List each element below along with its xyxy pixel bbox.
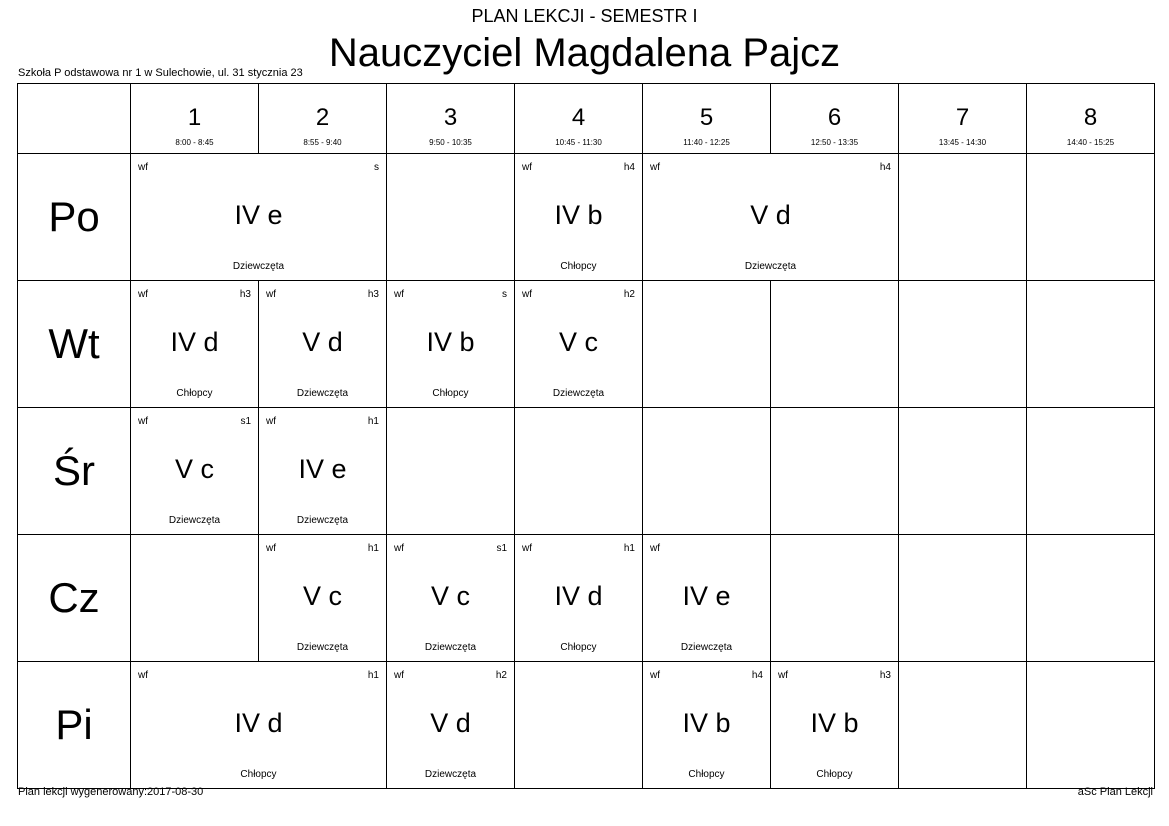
day-row (18, 408, 1155, 535)
lesson-group: Chłopcy (432, 388, 469, 399)
lesson-group: Dziewczęta (424, 769, 477, 780)
period-time: 10:45 - 11:30 (555, 138, 602, 147)
lesson-cell (643, 662, 771, 789)
lesson-room: h4 (751, 670, 763, 681)
period-header (1027, 84, 1155, 154)
lesson-subject: wf (394, 543, 404, 554)
period-header (899, 84, 1027, 154)
period-time: 8:55 - 9:40 (303, 138, 342, 147)
period-number: 4 (571, 104, 586, 131)
day-cell (18, 154, 131, 281)
lesson-cell (131, 154, 387, 281)
day-cell (18, 408, 131, 535)
lesson-room: h3 (879, 670, 891, 681)
lesson-subject: wf (522, 162, 532, 173)
timetable-grid (17, 83, 1155, 789)
lesson-class: V c (302, 581, 342, 611)
lesson-room: h2 (495, 670, 507, 681)
software-brand: aSc Plan Lekcji (1077, 786, 1153, 798)
lesson-room: s1 (496, 543, 507, 554)
lesson-subject: wf (138, 416, 148, 427)
lesson-room: h4 (879, 162, 891, 173)
period-number: 7 (955, 104, 970, 131)
lesson-cell (131, 662, 387, 789)
lesson-cell (387, 535, 515, 662)
empty-cell (643, 408, 771, 535)
lesson-group: Chłopcy (176, 388, 213, 399)
lesson-room: h3 (239, 289, 251, 300)
lesson-class: IV b (554, 200, 603, 230)
lesson-group: Dziewczęta (552, 388, 605, 399)
day-row (18, 535, 1155, 662)
period-number: 2 (315, 104, 330, 131)
lesson-class: IV b (810, 708, 859, 738)
empty-cell (899, 281, 1027, 408)
lesson-subject: wf (650, 162, 660, 173)
day-label: Śr (53, 447, 95, 494)
lesson-class: V c (174, 454, 214, 484)
generated-date: Plan lekcji wygenerowany:2017-08-30 (18, 786, 204, 798)
empty-cell (771, 408, 899, 535)
lesson-group: Dziewczęta (744, 261, 797, 272)
lesson-cell (259, 281, 387, 408)
lesson-group: Chłopcy (560, 642, 597, 653)
period-time: 12:50 - 13:35 (810, 138, 859, 147)
lesson-group: Chłopcy (560, 261, 597, 272)
lesson-subject: wf (138, 670, 148, 681)
empty-cell (387, 408, 515, 535)
period-number: 3 (443, 104, 458, 131)
lesson-group: Dziewczęta (296, 642, 349, 653)
lesson-subject: wf (650, 670, 660, 681)
empty-cell (387, 154, 515, 281)
period-header (771, 84, 899, 154)
period-time: 9:50 - 10:35 (429, 138, 472, 147)
lesson-room: h1 (367, 543, 379, 554)
empty-cell (899, 535, 1027, 662)
lesson-cell (259, 408, 387, 535)
lesson-class: IV d (170, 327, 219, 357)
period-header (259, 84, 387, 154)
lesson-room: h3 (367, 289, 379, 300)
lesson-subject: wf (522, 543, 532, 554)
lesson-subject: wf (394, 289, 404, 300)
teacher-title: Nauczyciel Magdalena Pajcz (328, 31, 841, 75)
lesson-group: Chłopcy (240, 769, 277, 780)
lesson-class: V c (558, 327, 598, 357)
lesson-group: Dziewczęta (168, 515, 221, 526)
period-time: 8:00 - 8:45 (175, 138, 214, 147)
day-label: Wt (48, 320, 100, 367)
day-row (18, 281, 1155, 408)
lesson-class: IV d (554, 581, 603, 611)
empty-cell (1027, 154, 1155, 281)
lesson-subject: wf (778, 670, 788, 681)
day-label: Pi (55, 701, 93, 748)
lesson-subject: wf (522, 289, 532, 300)
day-row (18, 662, 1155, 789)
lesson-group: Dziewczęta (424, 642, 477, 653)
lesson-cell (515, 154, 643, 281)
day-cell (18, 281, 131, 408)
period-header-row (18, 84, 1155, 154)
empty-cell (643, 281, 771, 408)
period-number: 8 (1083, 104, 1098, 131)
empty-cell (1027, 662, 1155, 789)
lesson-class: IV b (426, 327, 475, 357)
empty-cell (899, 154, 1027, 281)
empty-cell (771, 281, 899, 408)
lesson-class: IV e (682, 581, 731, 611)
period-time: 11:40 - 12:25 (683, 138, 730, 147)
empty-cell (1027, 281, 1155, 408)
lesson-class: IV b (682, 708, 731, 738)
lesson-group: Chłopcy (688, 769, 725, 780)
school-address: Szkoła P odstawowa nr 1 w Sulechowie, ul. 31 stycznia 23 (18, 67, 303, 79)
period-number: 5 (699, 104, 714, 131)
lesson-subject: wf (266, 289, 276, 300)
lesson-cell (387, 662, 515, 789)
lesson-cell (387, 281, 515, 408)
lesson-room: h1 (623, 543, 635, 554)
day-cell (18, 535, 131, 662)
day-label: Po (48, 193, 100, 240)
lesson-room: h1 (367, 416, 379, 427)
empty-cell (515, 662, 643, 789)
day-label: Cz (48, 574, 100, 621)
lesson-subject: wf (138, 162, 148, 173)
lesson-class: V c (430, 581, 470, 611)
lesson-room: s1 (240, 416, 251, 427)
lesson-group: Chłopcy (816, 769, 853, 780)
period-number: 6 (827, 104, 842, 131)
lesson-subject: wf (650, 543, 660, 554)
lesson-group: Dziewczęta (296, 515, 349, 526)
lesson-cell (643, 154, 899, 281)
lesson-class: V d (302, 327, 343, 357)
period-header (131, 84, 259, 154)
lesson-subject: wf (394, 670, 404, 681)
lesson-subject: wf (138, 289, 148, 300)
empty-cell (1027, 408, 1155, 535)
lesson-cell (131, 281, 259, 408)
lesson-cell (515, 281, 643, 408)
lesson-cell (259, 535, 387, 662)
period-number: 1 (187, 104, 202, 131)
period-time: 13:45 - 14:30 (938, 138, 987, 147)
day-cell (18, 662, 131, 789)
period-time: 14:40 - 15:25 (1066, 138, 1115, 147)
lesson-room: s (502, 289, 507, 300)
lesson-cell (643, 535, 771, 662)
lesson-room: h4 (623, 162, 635, 173)
timetable-subtitle: PLAN LEKCJI - SEMESTR I (471, 6, 698, 26)
lesson-class: IV e (298, 454, 347, 484)
lesson-subject: wf (266, 543, 276, 554)
lesson-class: IV d (234, 708, 283, 738)
period-header (387, 84, 515, 154)
lesson-group: Dziewczęta (232, 261, 285, 272)
empty-cell (131, 535, 259, 662)
lesson-group: Dziewczęta (296, 388, 349, 399)
lesson-cell (771, 662, 899, 789)
lesson-room: h1 (367, 670, 379, 681)
lesson-cell (131, 408, 259, 535)
empty-cell (515, 408, 643, 535)
period-header (515, 84, 643, 154)
lesson-room: h2 (623, 289, 635, 300)
day-row (18, 154, 1155, 281)
corner-cell (18, 84, 131, 154)
empty-cell (1027, 535, 1155, 662)
empty-cell (771, 535, 899, 662)
lesson-class: V d (750, 200, 791, 230)
lesson-subject: wf (266, 416, 276, 427)
lesson-cell (515, 535, 643, 662)
lesson-class: IV e (234, 200, 283, 230)
lesson-class: V d (430, 708, 471, 738)
lesson-group: Dziewczęta (680, 642, 733, 653)
period-header (643, 84, 771, 154)
empty-cell (899, 408, 1027, 535)
lesson-room: s (374, 162, 379, 173)
empty-cell (899, 662, 1027, 789)
